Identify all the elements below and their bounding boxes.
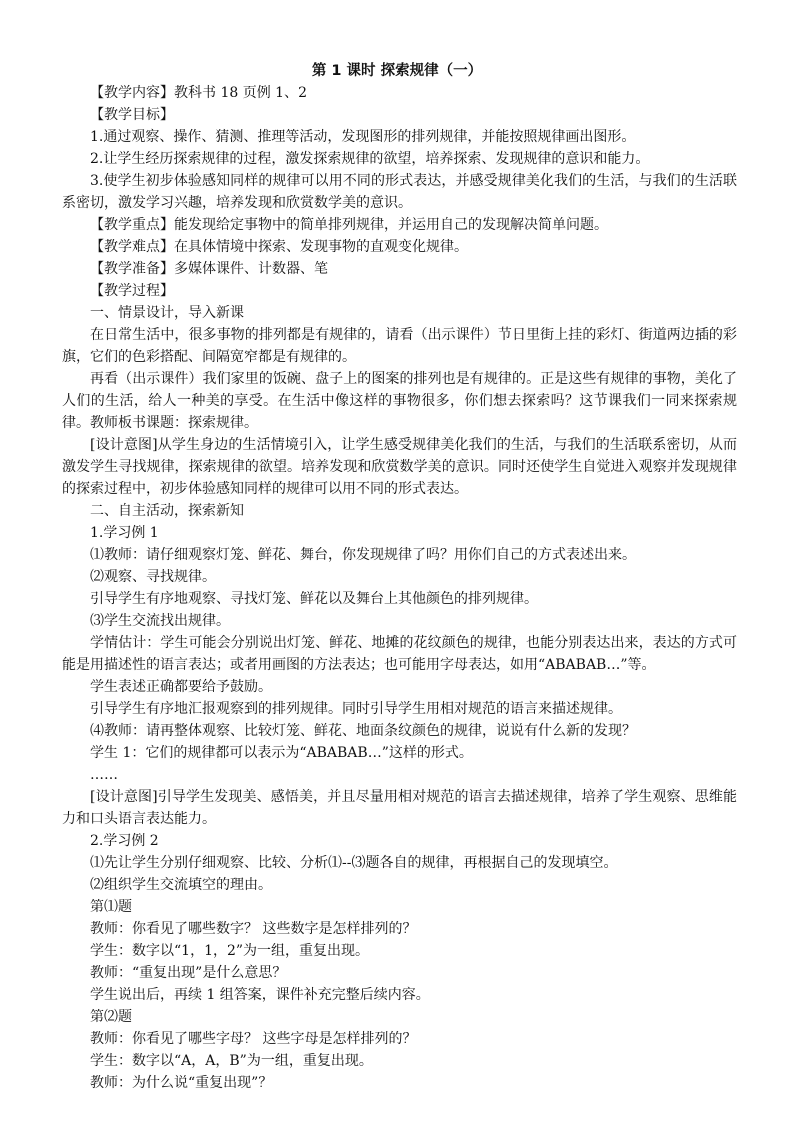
paragraph: 3.使学生初步体验感知同样的规律可以用不同的形式表达，并感受规律美化我们的生活，与我们的生活联系密切，激发学习兴趣，培养发现和欣赏数学美的意识。 xyxy=(62,173,737,211)
paragraph: ⑵组织学生交流填空的理由。 xyxy=(90,877,272,893)
paragraph: 【教学重点】能发现给定事物中的简单排列规律，并运用自己的发现解决简单问题。 xyxy=(90,217,608,233)
paragraph: 第⑵题 xyxy=(90,1009,132,1025)
paragraph: ⑴教师：请仔细观察灯笼、鲜花、舞台，你发现规律了吗？用你们自己的方式表述出来。 xyxy=(90,547,636,563)
paragraph: 1.通过观察、操作、猜测、推理等活动，发现图形的排列规律，并能按照规律画出图形。 xyxy=(90,129,636,145)
paragraph: 【教学准备】多媒体课件、计数器、笔 xyxy=(90,261,328,277)
paragraph: 【教学难点】在具体情境中探索、发现事物的直观变化规律。 xyxy=(90,239,468,255)
paragraph: 1.学习例 1 xyxy=(90,525,159,541)
paragraph: 学生说出后，再续 1 组答案，课件补充完整后续内容。 xyxy=(90,987,430,1003)
paragraph: [设计意图]引导学生发现美、感悟美，并且尽量用相对规范的语言去描述规律，培养了学生观察、思维能力和口头语言表达能力。 xyxy=(62,789,737,827)
paragraph: 【教学内容】教科书 18 页例 1、2 xyxy=(90,85,307,101)
paragraph: 学生 1：它们的规律都可以表示为“ABABAB…”这样的形式。 xyxy=(90,745,473,761)
paragraph: 再看（出示课件）我们家里的饭碗、盘子上的图案的排列也是有规律的。正是这些有规律的事物，美化了人们的生活，给人一种美的享受。在生活中像这样的事物很多，你们想去探索吗？这节课我们一同来探索规律。教师板书课题：探索规律。 xyxy=(62,371,737,431)
paragraph: 教师：你看见了哪些数字？ 这些数字是怎样排列的？ xyxy=(90,921,417,937)
paragraph: 教师：为什么说“重复出现”？ xyxy=(90,1075,273,1091)
paragraph: 教师：“重复出现”是什么意思？ xyxy=(90,965,287,981)
paragraph: 第⑴题 xyxy=(90,899,132,915)
paragraph: ⑶学生交流找出规律。 xyxy=(90,613,230,629)
paragraph: 引导学生有序地观察、寻找灯笼、鲜花以及舞台上其他颜色的排列规律。 xyxy=(90,591,538,607)
paragraph: 引导学生有序地汇报观察到的排列规律。同时引导学生用相对规范的语言来描述规律。 xyxy=(90,701,622,717)
paragraph: 学生：数字以“1，1，2”为一组，重复出现。 xyxy=(90,943,370,959)
paragraph: ⑵观察、寻找规律。 xyxy=(90,569,216,585)
paragraph: 【教学过程】 xyxy=(90,283,174,299)
paragraph: 【教学目标】 xyxy=(90,107,174,123)
paragraph: [设计意图]从学生身边的生活情境引入，让学生感受规律美化我们的生活，与我们的生活联系密切，从而激发学生寻找规律，探索规律的欲望。培养发现和欣赏数学美的意识。同时还使学生自觉进入观察并发现规律的探索过程中，初步体验感知同样的规律可以用不同的形式表达。 xyxy=(62,437,737,497)
paragraph: 2.学习例 2 xyxy=(90,833,159,849)
paragraph: 一、情景设计，导入新课 xyxy=(90,305,244,321)
paragraph: ⑴先让学生分别仔细观察、比较、分析⑴--⑶题各自的规律，再根据自己的发现填空。 xyxy=(90,855,618,871)
paragraph: ⑷教师：请再整体观察、比较灯笼、鲜花、地面条纹颜色的规律，说说有什么新的发现？ xyxy=(90,723,636,739)
paragraph: 在日常生活中，很多事物的排列都是有规律的，请看（出示课件）节日里街上挂的彩灯、街道两边插的彩旗，它们的色彩搭配、间隔宽窄都是有规律的。 xyxy=(62,327,737,365)
paragraph: …… xyxy=(90,767,118,783)
document-body xyxy=(62,82,737,1094)
lesson-title: 第 1 课时 探索规律（一） xyxy=(311,63,483,79)
paragraph: 学生表述正确都要给予鼓励。 xyxy=(90,679,272,695)
paragraph: 学情估计：学生可能会分别说出灯笼、鲜花、地摊的花纹颜色的规律，也能分别表达出来，表达的方式可能是用描述性的语言表达；或者用画图的方法表达；也可能用字母表达，如用“ABABAB…”等。 xyxy=(62,635,737,673)
paragraph: 2.让学生经历探索规律的过程，激发探索规律的欲望，培养探索、发现规律的意识和能力。 xyxy=(90,151,650,167)
paragraph: 学生：数字以“A，A，B”为一组，重复出现。 xyxy=(90,1053,373,1069)
paragraph: 二、自主活动，探索新知 xyxy=(90,503,244,519)
paragraph: 教师：你看见了哪些字母？ 这些字母是怎样排列的？ xyxy=(90,1031,417,1047)
